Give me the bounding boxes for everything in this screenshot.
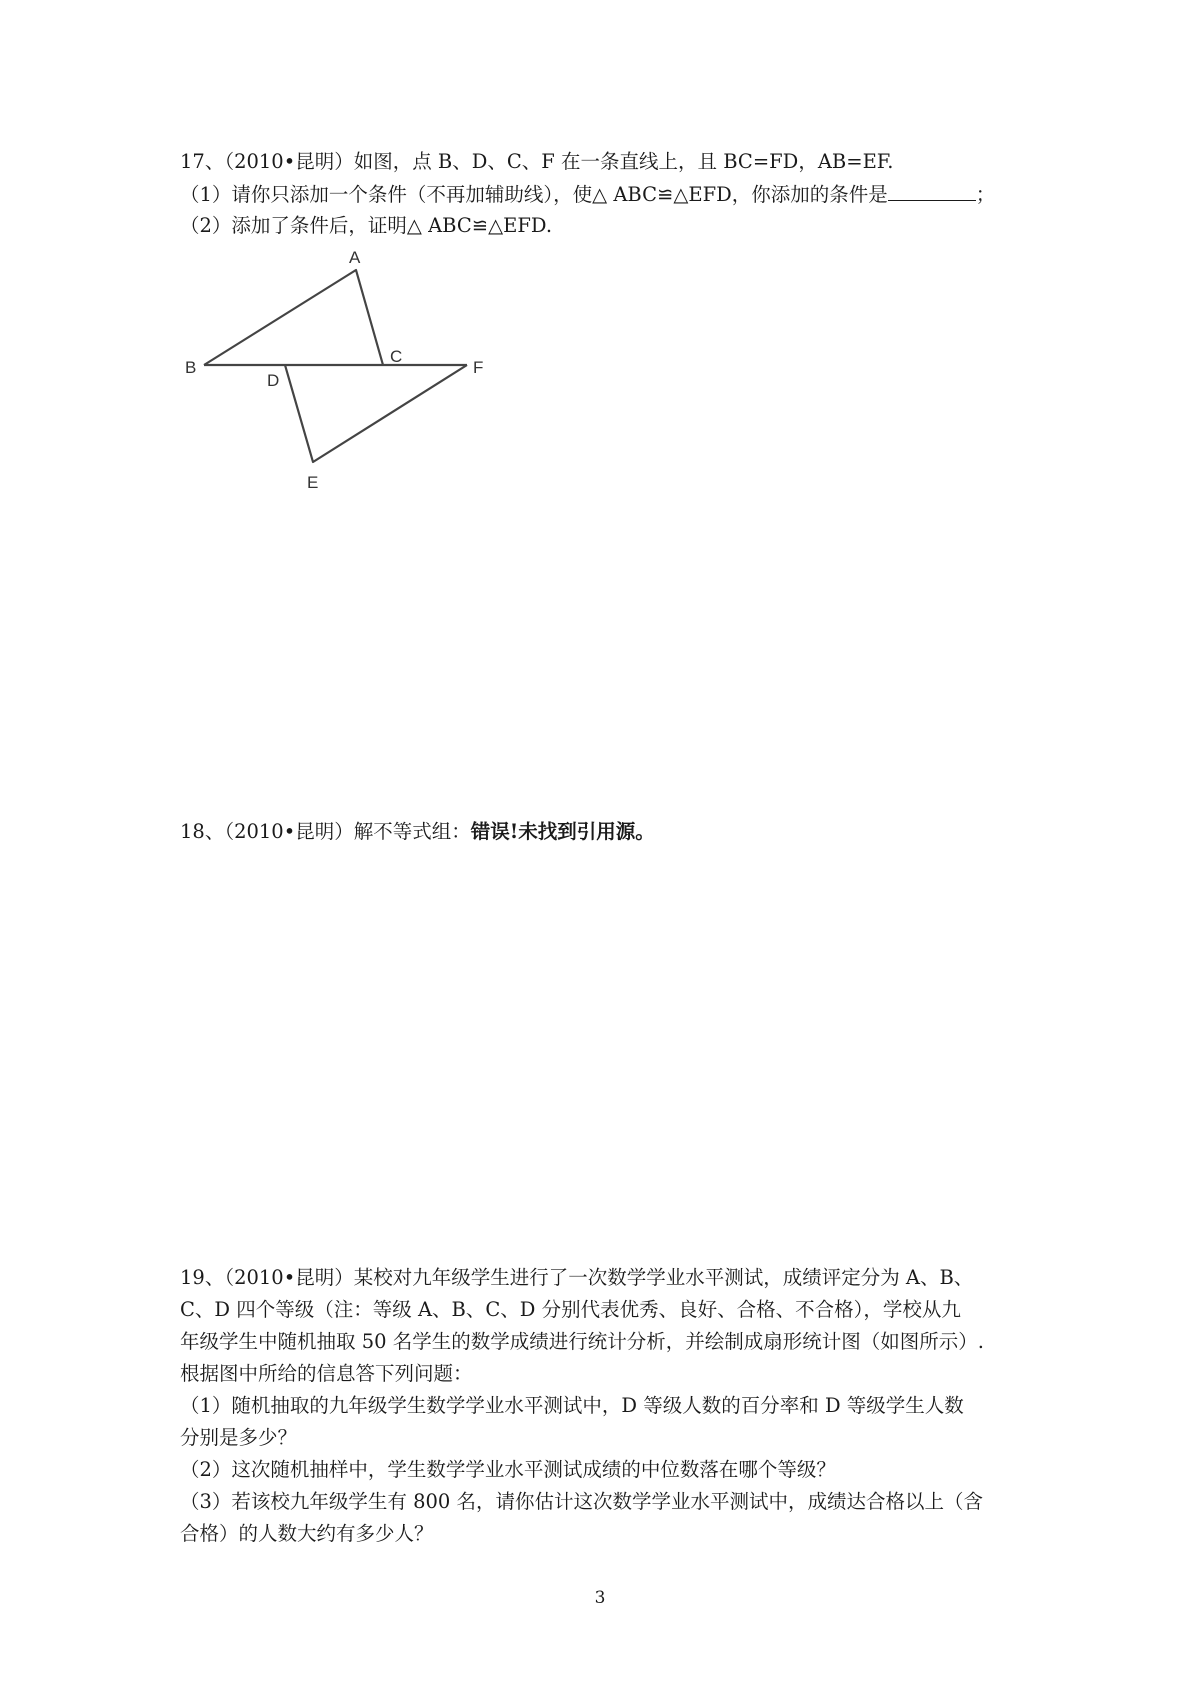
q19-line-2: C、D 四个等级（注：等级 A、B、C、D 分别代表优秀、良好、合格、不合格），学校从九 [180,1298,961,1321]
q19-line-9: 合格）的人数大约有多少人？ [180,1522,434,1545]
label-c: C [390,347,403,366]
triangle-figure [180,244,500,504]
q19-line-3: 年级学生中随机抽取 50 名学生的数学成绩进行统计分析，并绘制成扇形统计图（如图所示）. [180,1330,984,1353]
page-number: 3 [594,1588,606,1608]
q17-part1-end: ； [975,183,996,206]
q18-text: 18、（2010•昆明）解不等式组： [180,820,471,843]
q17-statement: 17、（2010•昆明）如图，点 B、D、C、F 在一条直线上，且 BC=FD，AB=EF. [180,150,894,173]
q19-line-8: （3）若该校九年级学生有 800 名，请你估计这次数学学业水平测试中，成绩达合格以上（含 [180,1490,984,1513]
label-b: B [185,358,197,377]
answer-blank [888,180,976,201]
q19-line-6: 分别是多少？ [180,1426,298,1449]
triangle-dfe [285,365,467,462]
label-a: A [349,248,361,267]
q17-part1-text: （1）请你只添加一个条件（不再加辅助线），使△ ABC≌△EFD，你添加的条件是 [180,183,888,206]
q17-part2: （2）添加了条件后，证明△ ABC≌△EFD. [180,214,553,237]
triangle-abc [204,270,383,365]
label-d: D [267,371,280,390]
q19-line-7: （2）这次随机抽样中，学生数学学业水平测试成绩的中位数落在哪个等级？ [180,1458,836,1481]
q17-part1 [180,180,1040,209]
q19-line-4: 根据图中所给的信息答下列问题： [180,1362,473,1385]
label-e: E [307,473,319,492]
label-f: F [473,358,484,377]
q18-statement [180,818,1040,846]
q18-error-text: 错误!未找到引用源。 [470,820,655,843]
q19-line-5: （1）随机抽取的九年级学生数学学业水平测试中，D 等级人数的百分率和 D 等级学生人数 [180,1394,964,1417]
q19-line-1: 19、（2010•昆明）某校对九年级学生进行了一次数学学业水平测试，成绩评定分为 A、B、 [180,1266,974,1289]
